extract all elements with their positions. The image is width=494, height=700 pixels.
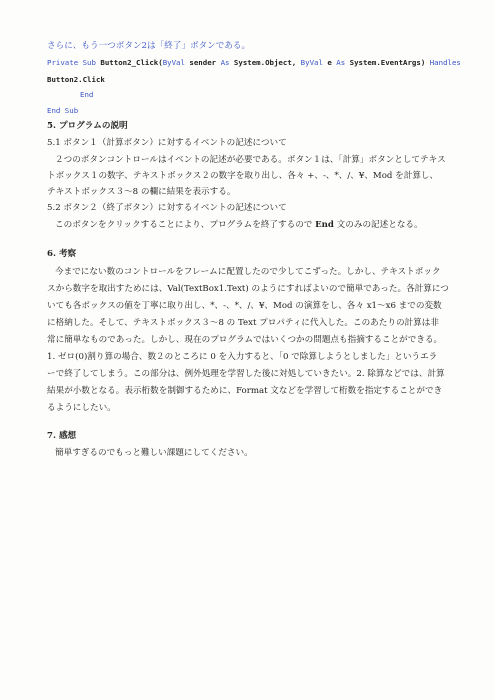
- section-6-line-3: いても各ボックスの値を丁寧に取り出し、*、-、*、/、¥、Mod の演算をし、各々 x1～x6 までの変数: [47, 301, 442, 311]
- code-token: sender: [184, 58, 221, 67]
- section-6-heading: 6. 考察: [47, 249, 77, 259]
- section-6-line-9: るようにしたい。: [47, 403, 116, 413]
- code-token: e: [322, 58, 337, 67]
- intro-text: さらに、もう一つボタン2は「終了」ボタンである。: [47, 41, 251, 51]
- section-6-line-8: 結果が小数となる。表示桁数を制御するために、Format 文などを学習して桁数を指定することができ: [47, 386, 443, 396]
- code-keyword: As: [336, 58, 346, 67]
- section-5-1-line-2: トボックス１の数字、テキストボックス２の数字を取り出し、各々 +、-、*、/、¥、Mod を計算し、: [47, 171, 439, 181]
- section-6-line-5: 常に簡単なものであった。しかし、現在のプログラムではいくつかの問題点も指摘することができる。: [47, 335, 443, 345]
- section-5-2-text-a: このボタンをクリックすることにより、プログラムを終了するので: [55, 220, 316, 230]
- section-5-2-heading: 5.2 ボタン２（終了ボタン）に対するイベントの記述について: [47, 203, 287, 213]
- section-5-1-heading: 5.1 ボタン１（計算ボタン）に対するイベントの記述について: [47, 138, 287, 148]
- section-7-text: 簡単すぎるのでもっと難しい課題にしてください。: [55, 448, 253, 458]
- section-6-line-1: 今までにない数のコントロールをフレームに配置したので少してこずった。しかし、テキストボック: [55, 267, 441, 277]
- code-keyword: ByVal: [300, 58, 323, 67]
- code-keyword: Private Sub: [47, 58, 96, 67]
- section-5-2-end-keyword: End: [315, 220, 334, 230]
- section-7-heading: 7. 感想: [47, 431, 77, 441]
- code-token: Button2_Click(: [95, 58, 163, 67]
- code-line-1: [47, 57, 461, 69]
- section-6-line-2: スから数字を取出すためには、Val(TextBox1.Text) のようにすればよいので簡単であった。各計算につ: [47, 284, 449, 294]
- section-5-1-line-3: テキストボックス３～8 の欄に結果を表示する。: [47, 187, 236, 197]
- code-line-4: End Sub: [47, 106, 79, 115]
- section-6-line-7: ーで終了してしまう。この部分は、例外処理を学習した後に対処していきたい。2. 除算などでは、計算: [47, 369, 445, 379]
- section-6-line-6: 1. ゼロ(0)割り算の場合、数２のところに 0 を入力すると、「0 で除算しようとしました」というエラ: [47, 352, 438, 362]
- code-line-3: End: [80, 90, 94, 99]
- code-token: System.Object,: [229, 58, 301, 67]
- section-5-heading: 5. プログラムの説明: [47, 121, 128, 131]
- code-keyword: ByVal: [162, 58, 185, 67]
- section-6-line-4: に格納した。そして、テキストボックス３～8 の Text プロパティに代入した。このあたりの計算は非: [47, 318, 439, 328]
- code-token: System.EventArgs): [345, 58, 430, 67]
- code-keyword: Handles: [429, 58, 461, 67]
- section-5-1-line-1: ２つのボタンコントロールはイベントの記述が必要である。ボタン１は、「計算」ボタンとしてテキス: [55, 155, 446, 165]
- section-5-2-text: [55, 219, 423, 231]
- code-line-2: Button2.Click: [47, 75, 105, 84]
- code-keyword: As: [220, 58, 230, 67]
- section-5-2-text-c: 文のみの記述となる。: [333, 220, 423, 230]
